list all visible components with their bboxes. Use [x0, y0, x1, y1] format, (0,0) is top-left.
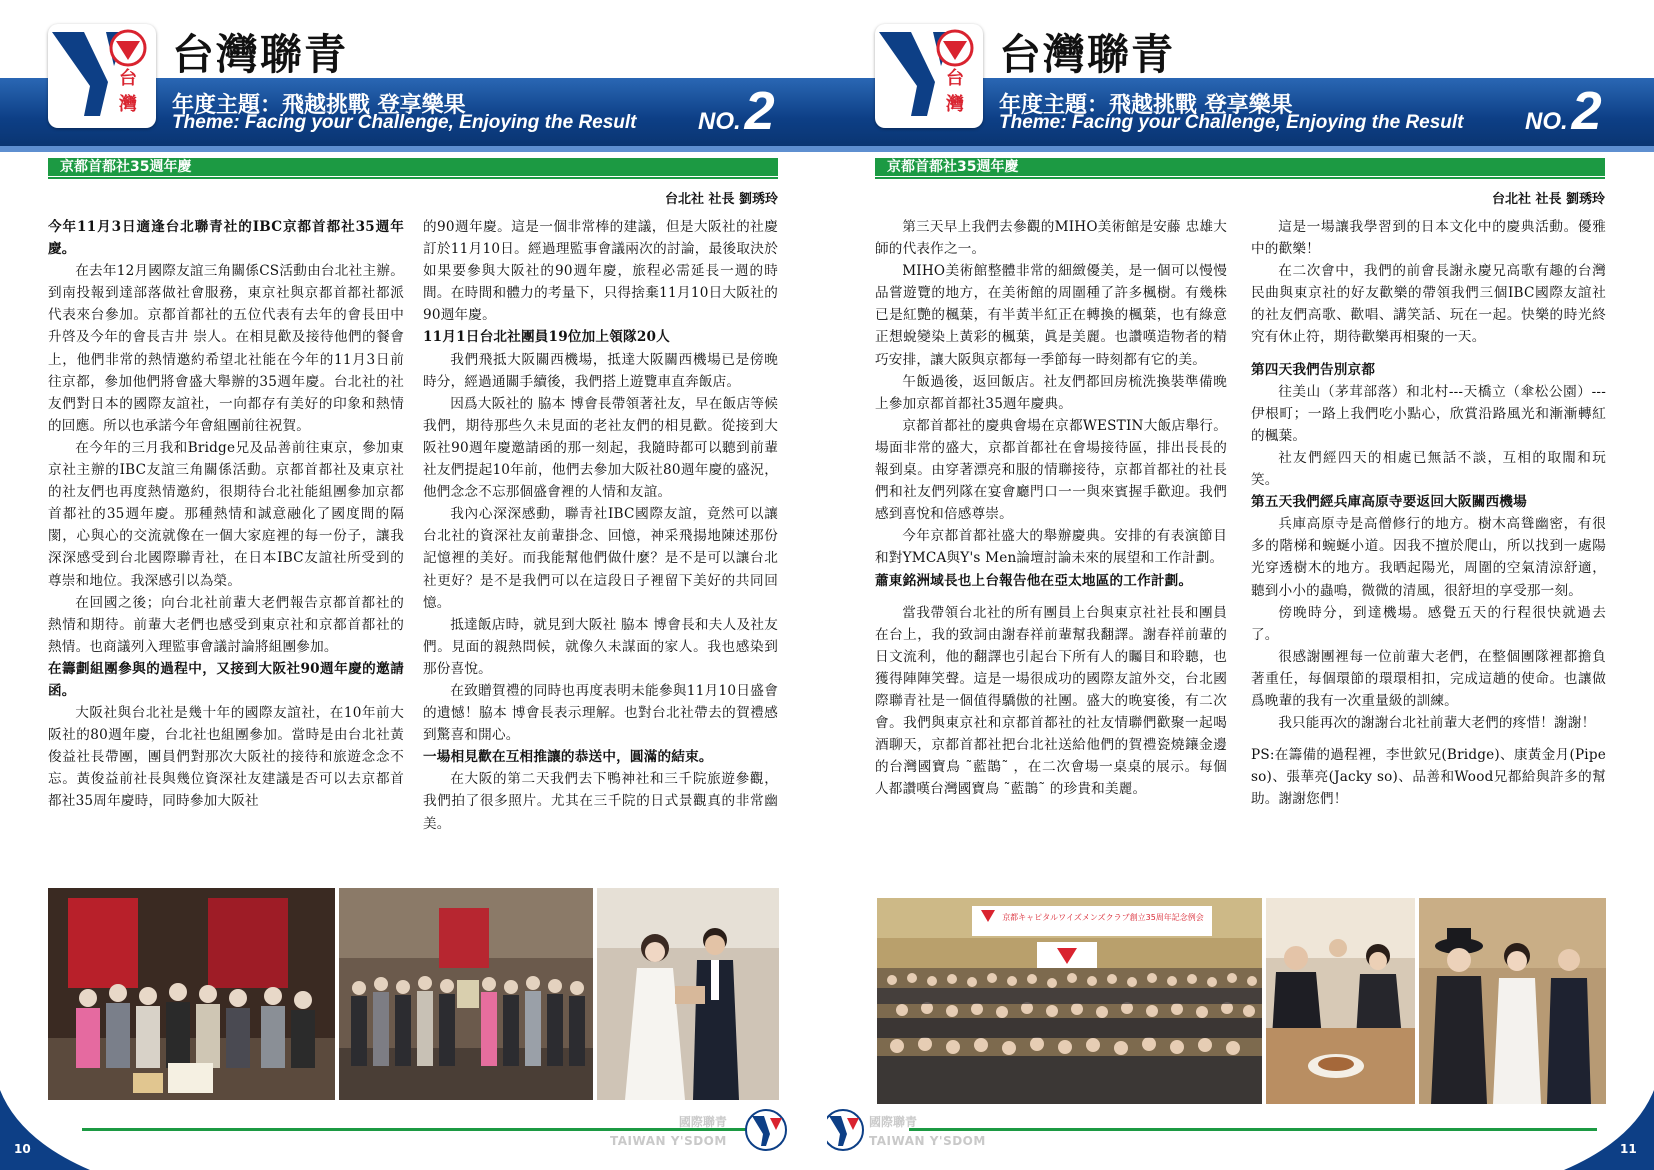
paragraph: 很感謝團裡每一位前輩大老們，在整個團隊裡都擔負著重任，每個環節的環環相扣，完成這趟的使命。也讓做爲晚輩的我有一次重量級的訓練。 [1251, 648, 1606, 709]
footer-brand [869, 1113, 986, 1148]
footer-brand [610, 1113, 727, 1148]
logo-side-text-2: 灣 [119, 94, 137, 115]
footer-line [909, 1128, 1597, 1131]
theme-english: Theme: Facing your Challenge, Enjoying the Result [172, 112, 637, 133]
photo-banquet-group [877, 898, 1262, 1104]
photo-group-award [339, 888, 593, 1100]
banner-text: 京都キャピタルワイズメンズクラブ創立35周年記念例会 [1002, 913, 1204, 922]
issue-number [1525, 81, 1602, 141]
paragraph: 兵庫高原寺是高僧修行的地方。樹木高聳幽密，有很多的階梯和蜿蜒小道。因我不擅於爬山，所以找到一處陽光穿透樹木的地方。我晒起陽光，周圍的空氣清涼舒適，聽到小小的蟲鳴，微微的清風，很舒坦的享受那一刻。 [1251, 516, 1606, 599]
photo-three-people [1419, 898, 1606, 1104]
paragraph: 我們飛抵大阪關西機場，抵達大阪關西機場已是傍晚時分，經過通關手續後，我們搭上遊覽車直奔飯店。 [423, 351, 778, 390]
issue-label: NO. [1525, 108, 1568, 135]
byline: 台北社 社長 劉琇玲 [664, 192, 778, 207]
issue-label: NO. [698, 108, 741, 135]
footer-brand-en: TAIWAN Y'SDOM [610, 1134, 727, 1148]
page-number: 10 [14, 1142, 31, 1156]
paragraph: 在去年12月國際友誼三角關係CS活動由台北社主辦。到南投報到達部落做社會服務，東京社與京都首都社都派代表來台參加。京都首都社的五位代表有去年的會長田中 升啓及今年的會長吉井 崇人。在相見歡及接待他們的餐會上，他們非常的熱情邀約希望北社能在今年的11月3日前往京都，參加他們將會盛大舉辦的35週年慶。台北社的社友們對日本的國際友誼社，一向都存有美好的印象和熱情的回應。所以也承諾今年會組團前往祝賀。 [48, 263, 404, 434]
page-number: 11 [1620, 1142, 1637, 1156]
paragraph: 當我帶領台北社的所有團員上台與東京社社長和團員在台上，我的致詞由謝春祥前輩幫我翻譯。謝春祥前輩的日文流利，他的翻譯也引起台下所有人的矚目和聆聽，也獲得陣陣笑聲。這是一場很成功的國際友誼外交，台北國際聯青社是一個值得驕傲的社團。盛大的晚宴後，有二次會。我們與東京社和京都首都社的社友情聯們歡聚一起喝酒聊天，京都首都社把台北社送給他們的賀禮瓷燒鑲金邊的台灣國寶鳥 ˜藍鵲˜ ，在二次會場一桌桌的展示。每個人都讚嘆台灣國寶鳥 ˜藍鵲˜ 的珍貴和美麗。 [875, 604, 1227, 798]
issue-value: 2 [744, 81, 775, 141]
logo-side-text-1: 台 [119, 68, 137, 89]
logo-side-text-2: 灣 [946, 94, 964, 115]
theme-chinese: 年度主題：飛越挑戰 登享樂果 [999, 93, 1293, 118]
paragraph: 午飯過後，返回飯店。社友們都回房梳洗換裝準備晚上參加京都首都社35週年慶典。 [875, 373, 1227, 412]
paragraph-heading: 一場相見歡在互相推讓的恭送中，圓滿的結束。 [423, 749, 713, 766]
paragraph: 在今年的三月我和Bridge兄及品善前往東京，參加東京社主辦的IBC友誼三角關係活動。京都首都社及東京社的社友們也再度熱情邀約，很期待台北社能組團參加京都首都社的35週年慶。那種熱情和誠意融化了國度間的隔閡，心與心的交流就像在一個大家庭裡的每一份子，讓我深深感受到台北國際聯青社，在日本IBC友誼社所受到的尊崇和地位。我深感引以為榮。 [48, 439, 404, 589]
paragraph: 往美山（茅茸部落）和北村---天橋立（傘松公園）---伊根町；一路上我們吃小點心，欣賞沿路風光和漸漸轉紅的楓葉。 [1251, 383, 1606, 444]
paragraph: 我內心深深感動，聯青社IBC國際友誼，竟然可以讓台北社的資深社友前輩掛念、回憶，神采飛揚地陳述那份記憶裡的美好。而我能幫他們做什麼？是不是可以讓台北社更好？是不是我們可以在這段日子裡留下美好的共同回憶。 [423, 506, 778, 611]
paragraph: 第三天早上我們去參觀的MIHO美術館是安藤 忠雄大師的代表作之一。 [875, 219, 1227, 258]
spacer [1251, 734, 1606, 744]
paragraph: MIHO美術館整體非常的細緻優美，是一個可以慢慢品嘗遊覽的地方，在美術館的周圍種了許多楓樹。有幾株已是紅艷的楓葉，有半黃半紅正在轉換的楓葉，也有綠意正想蛻變染上黃彩的楓葉，眞是美麗。也讚嘆造物者的精巧安排，讓大阪與京都每一季節每一時刻都有它的美。 [875, 263, 1227, 368]
spacer [1251, 349, 1606, 359]
logo-side-text-1: 台 [946, 68, 964, 89]
paragraph: 傍晚時分，到達機場。感覺五天的行程很快就過去了。 [1251, 604, 1606, 643]
theme-english: Theme: Facing your Challenge, Enjoying the Result [999, 112, 1464, 133]
footer-brand-zh: 國際聯青 [869, 1115, 918, 1129]
footer-brand-en: TAIWAN Y'SDOM [869, 1134, 986, 1148]
page-corner-curl-icon [1564, 1090, 1654, 1170]
ys-men-logo-icon [875, 24, 983, 128]
photo-dinner-table [1266, 898, 1415, 1104]
ys-men-logo-icon [48, 24, 156, 128]
ys-men-logo [875, 24, 983, 128]
article-column-1 [48, 216, 404, 813]
paragraph-heading: 第四天我們告別京都 [1251, 361, 1376, 378]
ys-men-logo [48, 24, 156, 128]
article-column-2 [423, 216, 778, 835]
paragraph-heading: 在籌劃組團參與的過程中，又接到大阪社90週年慶的邀請函。 [48, 660, 404, 699]
issue-value: 2 [1571, 81, 1602, 141]
page-corner-curl-icon [0, 1090, 90, 1170]
paragraph-heading: 第五天我們經兵庫高原寺要返回大阪關西機場 [1251, 494, 1527, 511]
paragraph: 因爲大阪社的 脇本 博會長帶領著社友，早在飯店等候我們，期待那些久未見面的老社友們的相見歡。從接到大阪社90週年慶邀請函的那一刻起，我隨時都可以聽到前輩社友們提起10年前，他們去參加大阪社80週年慶的盛況，他們念念不忘那個盛會裡的人情和友誼。 [423, 395, 778, 501]
paragraph-heading: 蕭東銘洲域長也上台報告他在亞太地區的工作計劃。 [875, 572, 1193, 589]
paragraph: 京都首都社的慶典會場在京都WESTIN大飯店舉行。場面非常的盛大，京都首都社在會場接待區，排出長長的報到桌。由穿著漂亮和服的情聯接待，京都首都社的社長們和社友們列隊在宴會廳門口一一與來賓握手歡迎。我們感到喜悅和倍感尊崇。 [875, 417, 1227, 523]
article-column-1 [875, 216, 1227, 800]
issue-number [698, 81, 775, 141]
paragraph: 在致贈賀禮的同時也再度表明未能參與11月10日盛會的遺憾！脇本 博會長表示理解。也對台北社帶去的賀禮感到驚喜和開心。 [423, 682, 778, 744]
paragraph: 在大阪的第二天我們去下鴨神社和三千院旅遊參觀，我們拍了很多照片。尤其在三千院的日式景觀真的非常幽美。 [423, 771, 778, 832]
photo-group-red-wall [48, 888, 335, 1100]
theme-chinese: 年度主題：飛越挑戰 登享樂果 [172, 93, 466, 118]
paragraph: 在回國之後；向台北社前輩大老們報告京都首都社的熱情和期待。前輩大老們也感受到東京社和京都首都社的熱情。也商議列入理監事會議討論將組團參加。 [48, 594, 404, 655]
masthead-title: 台灣聯青 [172, 30, 349, 79]
paragraph: 我只能再次的謝謝台北社前輩大老們的疼惜！謝謝！ [1278, 715, 1596, 732]
footer-logo-icon [744, 1108, 788, 1152]
byline: 台北社 社長 劉琇玲 [1491, 192, 1605, 207]
right-page [827, 0, 1654, 1170]
article-column-2 [1251, 216, 1606, 810]
paragraph: 的90週年慶。這是一個非常棒的建議，但是大阪社的社慶訂於11月10日。經過理監事會議兩次的討論，最後取決於如果要參與大阪社的90週年慶，旅程必需延長一週的時間。在時間和體力的考量下，只得捨棄11月10日大阪社的90週年慶。 [423, 219, 778, 324]
section-title: 京都首都社35週年慶 [48, 158, 778, 176]
paragraph: 今年京都首都社盛大的舉辦慶典。安排的有表演節目和對YMCA與Y's Men論壇討論未來的展望和工作計劃。 [875, 528, 1227, 567]
paragraph-heading: 11月1日台北社團員19位加上領隊20人 [423, 329, 670, 346]
paragraph: 大阪社與台北社是幾十年的國際友誼社，在10年前大阪社的80週年慶，台北社也組團參加。當時是由台北社黃俊益社長帶團，團員們對那次大阪社的接待和旅遊念念不忘。黃俊益前社長與幾位資深社友建議是否可以去京都首都社35周年慶時，同時參加大阪社 [48, 705, 404, 810]
paragraph: 社友們經四天的相處已無話不談，互相的取閙和玩笑。 [1251, 449, 1606, 489]
paragraph-ps: PS:在籌備的過程裡，李世欽兄(Bridge)、康黃金月(Pipe so)、張華亮(Jacky so)、品善和Wood兄都給與許多的幫助。謝謝您們！ [1251, 747, 1606, 808]
footer-brand-zh: 國際聯青 [678, 1115, 727, 1129]
paragraph: 這是一場讓我學習到的日本文化中的慶典活動。優雅中的歡樂！ [1251, 219, 1606, 258]
masthead-title: 台灣聯青 [999, 30, 1176, 79]
spacer [875, 592, 1227, 602]
photo-two-people [597, 888, 779, 1100]
footer-logo-icon [827, 1108, 865, 1152]
paragraph: 今年11月3日適逢台北聯青社的IBC京都首都社35週年慶。 [48, 219, 404, 258]
paragraph: 抵達飯店時，就見到大阪社 脇本 博會長和夫人及社友們。見面的親熱問候，就像久未謀面的家人。我也感染到那份喜悅。 [423, 616, 778, 677]
section-title: 京都首都社35週年慶 [875, 158, 1605, 176]
paragraph: 在二次會中，我們的前會長謝永慶兄高歌有趣的台灣民曲與東京社的好友歡樂的帶領我們三個IBC國際友誼社的社友們高歌、歡唱、講笑話、玩在一起。快樂的時光終究有休止符，期待歡樂再相聚的一天。 [1251, 263, 1606, 346]
